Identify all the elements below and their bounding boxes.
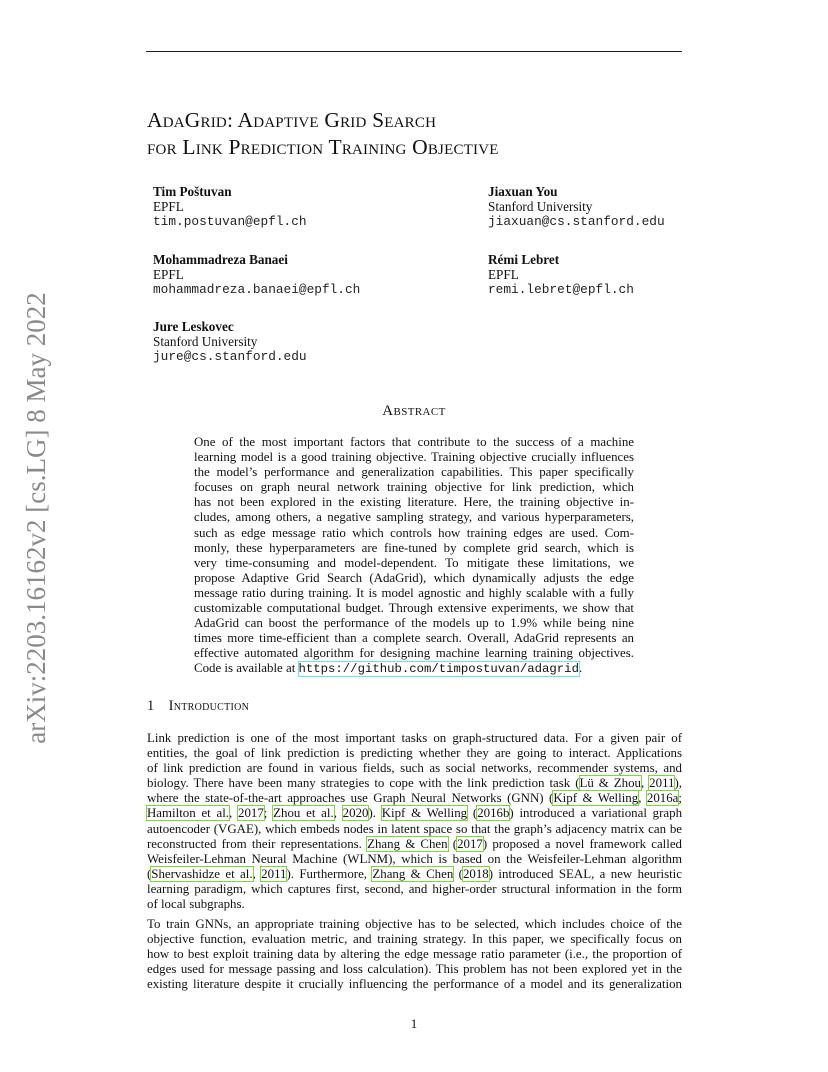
text: , [638,791,647,806]
abstract-line: customizable computational budget. Through extensive experiments, we show that [194,601,634,616]
paragraph-line: how to best exploit training data by altering the edge message ratio parameter (i.e., the proportion of [147,947,682,962]
text: , [640,776,650,791]
citation-link[interactable]: Kipf & Welling [553,791,639,806]
abstract-line: such as edge message ratio which controls how training edges are used. Com- [194,525,634,540]
author-name: Tim Poštuvan [153,184,232,199]
paragraph-line: To train GNNs, an appropriate training objective has to be selected, which includes choice of the [147,917,682,931]
abstract-line: has not been explored in the existing literature. Here, the training objective in- [194,495,634,510]
abstract-heading: Abstract [382,403,446,419]
abstract-line: AdaGrid can boost the performance of the models up to 1.9% while being nine [194,616,634,631]
citation-link[interactable]: 2017 [238,806,264,821]
text: biology. There have been many strategies to cope with the link prediction task ( [147,776,580,791]
abstract-line: One of the most important factors that contribute to the success of a machine [194,435,634,449]
author-block [153,319,307,364]
paper-title [147,107,707,161]
paragraph-line [147,776,682,791]
citation-link[interactable]: 2018 [462,866,489,881]
author-email[interactable]: tim.postuvan@epfl.ch [153,214,307,229]
author-block [153,184,307,229]
author-email[interactable]: remi.lebret@epfl.ch [488,282,634,297]
code-link[interactable]: https://github.com/timpostuvan/adagrid [298,662,579,677]
text: ( [147,866,152,881]
abstract-line: effective automated algorithm for designing machine learning training objectives. [194,646,634,661]
author-block [488,252,634,297]
paragraph-line: Weisfeiler-Lehman Neural Machine (WLNM), which is based on the Weisfeiler-Lehman algorithm [147,851,682,866]
page-number: 1 [410,1016,418,1031]
author-affiliation: Stanford University [488,199,593,214]
author-block [488,184,665,229]
paragraph-line: learning paradigm, which captures first, second, and higher-order structural information in the form [147,881,682,896]
abstract-line: message ratio during training. It is model agnostic and highly scalable with a fully [194,585,634,600]
citation-link[interactable]: Hamilton et al. [147,806,230,821]
paragraph-line [147,791,682,806]
abstract-line: very time-consuming and model-dependent. To mitigate these limitations, we [194,555,634,570]
citation-link[interactable]: 2016b [477,806,510,821]
citation-link[interactable]: 2016a [646,791,679,806]
abstract-line: monly, these hyperparameters are fine-tuned by complete grid search, which is [194,540,634,555]
paragraph-line: autoencoder (VGAE), which embeds nodes in latent space so that the graph’s adjacency matrix can be [147,821,682,836]
citation-link[interactable]: Zhang & Chen [367,836,448,851]
paragraph-line: edges used for message passing and loss calculation). This problem has not been explored yet in the [147,962,682,977]
text: reconstructed from their representations. [147,836,368,851]
text: ; [263,806,274,821]
text: , [229,806,239,821]
abstract-line: the model’s performance and generalization capabilities. This paper specifically [194,465,634,480]
text: ( [467,806,478,821]
author-name: Rémi Lebret [488,252,560,267]
text: , [333,806,343,821]
section-number: 1 [147,698,155,714]
section-heading [147,698,249,715]
text: ) introduced a variational graph [509,806,683,821]
citation-link[interactable]: 2011 [261,866,287,881]
text: ) introduced SEAL, a new heuristic [488,866,682,881]
paragraph-line: Link prediction is one of the most important tasks on graph-structured data. For a given pair of [147,731,682,745]
paragraph-line: existing literature despite it crucially influencing the performance of a model and its generalization [147,977,682,992]
text: ; [678,791,682,806]
paragraph-line: of link prediction are found in various fields, such as social networks, recommender systems, and [147,761,682,776]
arxiv-id[interactable]: arXiv:2203.16162v2 [cs.LG] 8 May 2022 [21,292,51,744]
text: , [252,866,262,881]
code-suffix: . [578,661,583,676]
paragraph-line: objective function, evaluation metric, and training strategy. In this paper, we specifically focus on [147,932,682,947]
text: ) proposed a novel framework called [482,836,682,851]
abstract-line: focuses on graph neural network training objective for link prediction, which [194,480,634,495]
author-email[interactable]: mohammadreza.banaei@epfl.ch [153,282,361,297]
text: ), [674,776,682,791]
text: ). [368,806,382,821]
section-title: Introduction [168,698,250,714]
author-affiliation: EPFL [488,267,519,282]
citation-link[interactable]: Kipf & Welling [381,806,468,821]
paragraph-line [147,867,682,882]
citation-link[interactable]: 2017 [457,836,483,851]
code-prefix: Code is available at [194,661,299,676]
author-email[interactable]: jiaxuan@cs.stanford.edu [488,214,665,229]
author-block [153,252,360,297]
author-affiliation: EPFL [153,267,184,282]
citation-link[interactable]: Zhou et al. [273,806,334,821]
title-line-1: AdaGrid: Adaptive Grid Search [147,108,437,132]
text: ). Furthermore, [286,866,373,881]
abstract-code-line [194,661,634,677]
author-affiliation: Stanford University [153,334,258,349]
citation-link[interactable]: Zhang & Chen [372,866,454,881]
text: ( [453,866,463,881]
paragraph-line: entities, the goal of link prediction is predicting whether they are going to interact. Applications [147,746,682,761]
text: where the state-of-the-art approaches use Graph Neural Networks (GNN) ( [147,791,554,806]
abstract-line: times more time-efficient than a complete search. Overall, AdaGrid represents an [194,631,634,646]
citation-link[interactable]: 2020 [342,806,369,821]
author-name: Mohammadreza Banaei [153,252,288,267]
citation-link[interactable]: Shervashidze et al. [151,866,253,881]
citation-link[interactable]: Lü & Zhou [579,776,641,791]
abstract-line: learning model is a good training objective. Training objective crucially influences [194,450,634,465]
top-rule [146,51,682,52]
abstract-body [194,435,634,678]
author-name: Jiaxuan You [488,184,558,199]
intro-paragraph-2 [147,917,682,992]
author-email[interactable]: jure@cs.stanford.edu [153,349,307,364]
title-line-2: for Link Prediction Training Objective [147,135,499,159]
paragraph-line [147,837,682,852]
paragraph-line: of local subgraphs. [147,897,245,912]
author-name: Jure Leskovec [153,319,234,334]
intro-paragraph-1 [147,731,682,912]
abstract-line: cludes, among others, a negative sampling strategy, and various hyperparameters, [194,510,634,525]
abstract-line: propose Adaptive Grid Search (AdaGrid), which dynamically adjusts the edge [194,570,634,585]
author-affiliation: EPFL [153,199,184,214]
text: ( [447,836,458,851]
citation-link[interactable]: 2011 [649,776,675,791]
paragraph-line [147,806,682,821]
